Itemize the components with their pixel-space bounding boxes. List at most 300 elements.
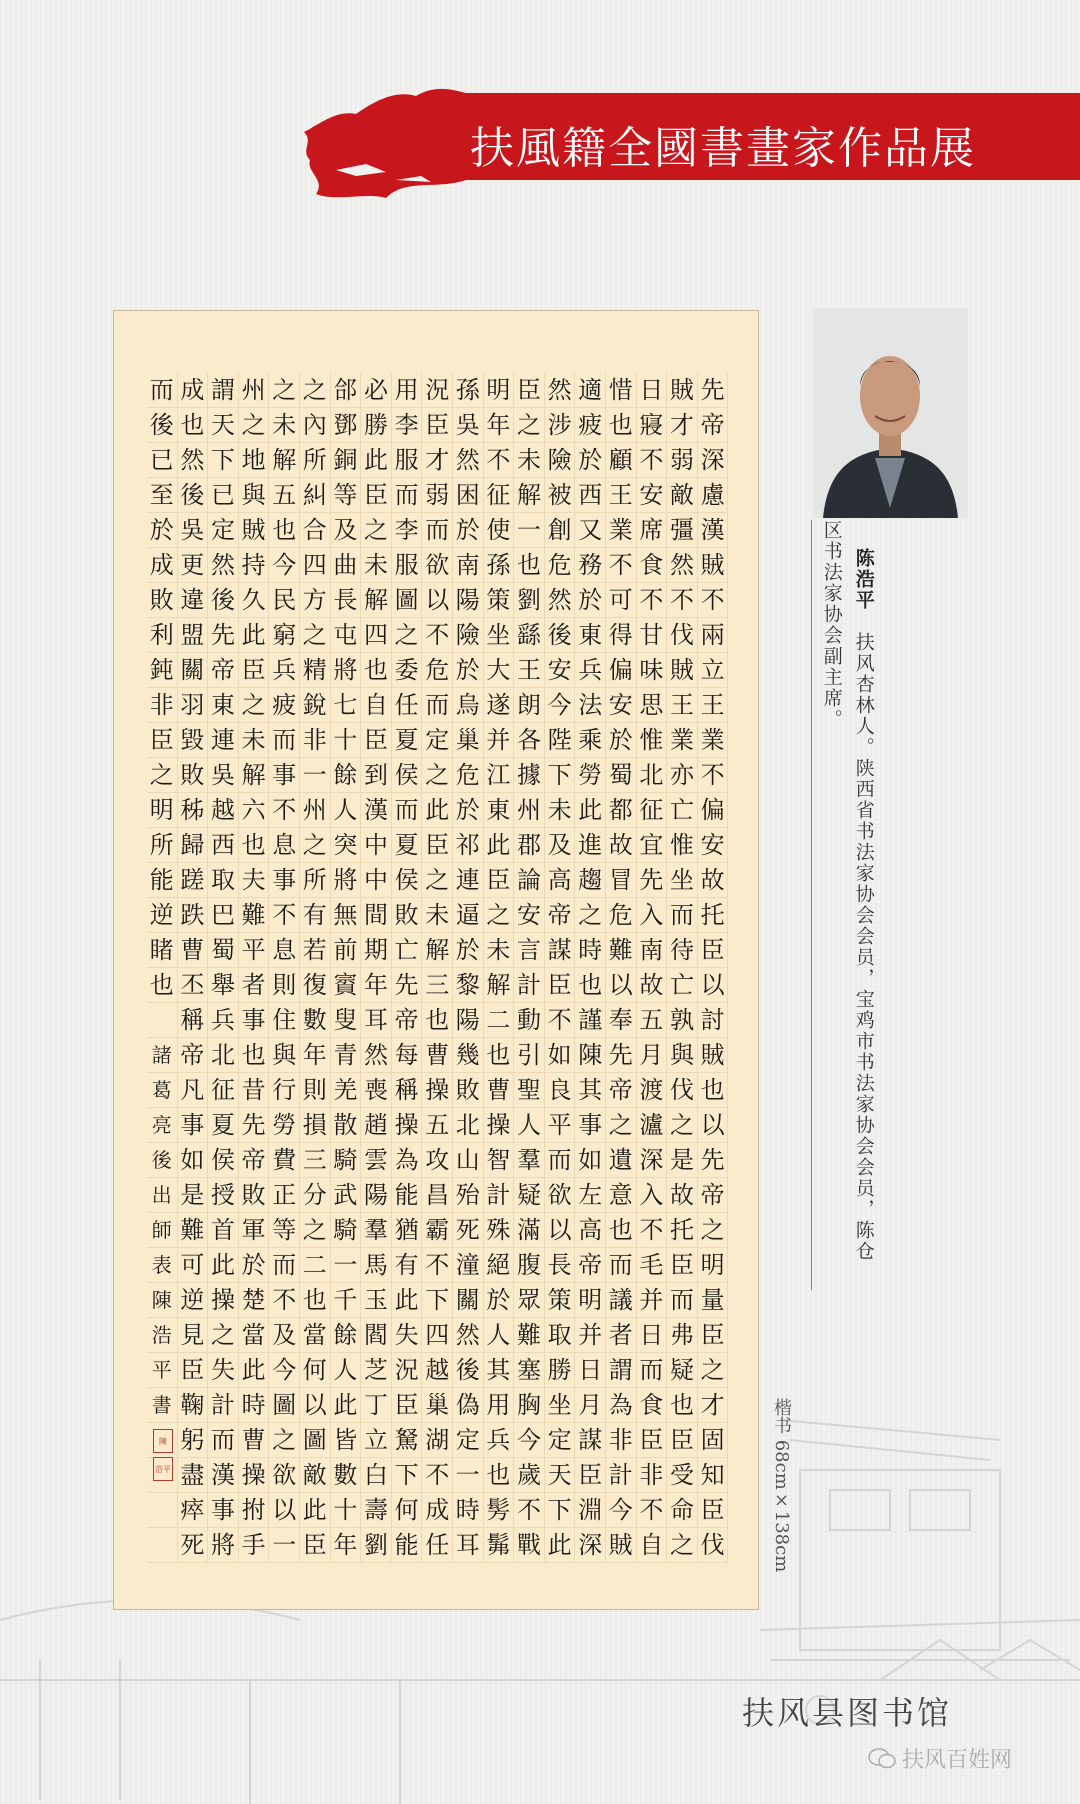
calligraphy-character: 鄧 — [331, 408, 362, 443]
calligraphy-character: 意 — [606, 1178, 637, 1213]
calligraphy-character: 臣 — [667, 1423, 698, 1458]
calligraphy-character: 北 — [453, 1108, 484, 1143]
calligraphy-character: 此 — [208, 1248, 239, 1283]
calligraphy-character: 胸 — [514, 1388, 545, 1423]
calligraphy-character: 更 — [178, 548, 209, 583]
calligraphy-character: 故 — [637, 968, 668, 1003]
calligraphy-character: 良 — [545, 1073, 576, 1108]
calligraphy-character: 人 — [484, 1318, 515, 1353]
calligraphy-character: 服 — [392, 548, 423, 583]
calligraphy-character: 賊 — [606, 1528, 637, 1563]
calligraphy-character: 所 — [300, 863, 331, 898]
calligraphy-character: 兵 — [269, 653, 300, 688]
calligraphy-character: 固 — [698, 1423, 729, 1458]
calligraphy-character: 用 — [484, 1388, 515, 1423]
calligraphy-character: 也 — [422, 1003, 453, 1038]
calligraphy-character: 已 — [208, 478, 239, 513]
calligraphy-character: 危 — [453, 758, 484, 793]
calligraphy-character: 稱 — [392, 1073, 423, 1108]
calligraphy-character: 明 — [147, 793, 178, 828]
calligraphy-character: 夏 — [208, 1108, 239, 1143]
calligraphy-character: 歸 — [178, 828, 209, 863]
calligraphy-character: 東 — [575, 618, 606, 653]
calligraphy-character: 時 — [239, 1388, 270, 1423]
calligraphy-character: 事 — [269, 758, 300, 793]
calligraphy-character: 危 — [545, 548, 576, 583]
calligraphy-character: 殆 — [453, 1178, 484, 1213]
calligraphy-character: 可 — [178, 1248, 209, 1283]
calligraphy-character: 以 — [422, 583, 453, 618]
calligraphy-character: 遂 — [484, 688, 515, 723]
calligraphy-character: 陽 — [453, 583, 484, 618]
calligraphy-character: 伐 — [667, 1073, 698, 1108]
calligraphy-character: 謂 — [606, 1353, 637, 1388]
calligraphy-character: 吳 — [178, 513, 209, 548]
calligraphy-character: 難 — [239, 898, 270, 933]
calligraphy-character: 關 — [178, 653, 209, 688]
calligraphy-character: 難 — [178, 1213, 209, 1248]
calligraphy-character: 為 — [392, 1143, 423, 1178]
calligraphy-character: 千 — [331, 1283, 362, 1318]
calligraphy-character: 湖 — [422, 1423, 453, 1458]
calligraphy-character: 也 — [484, 1458, 515, 1493]
calligraphy-character: 失 — [392, 1318, 423, 1353]
calligraphy-character: 臣 — [667, 1248, 698, 1283]
calligraphy-character: 蜀 — [606, 758, 637, 793]
calligraphy-character: 攻 — [422, 1143, 453, 1178]
calligraphy-character: 量 — [698, 1283, 729, 1318]
calligraphy-character: 不 — [422, 1458, 453, 1493]
calligraphy-character: 兵 — [208, 1003, 239, 1038]
calligraphy-character: 疲 — [269, 688, 300, 723]
calligraphy-character: 秭 — [178, 793, 209, 828]
calligraphy-character: 昌 — [422, 1178, 453, 1213]
calligraphy-character: 舉 — [208, 968, 239, 1003]
calligraphy-character: 亮 — [147, 1108, 178, 1143]
calligraphy-character: 年 — [300, 1038, 331, 1073]
calligraphy-character: 時 — [453, 1493, 484, 1528]
calligraphy-character: 西 — [575, 478, 606, 513]
calligraphy-character: 策 — [545, 1283, 576, 1318]
calligraphy-character: 授 — [208, 1178, 239, 1213]
calligraphy-character: 猶 — [392, 1213, 423, 1248]
calligraphy-character: 四 — [300, 548, 331, 583]
calligraphy-character: 時 — [575, 933, 606, 968]
calligraphy-character: 然 — [545, 583, 576, 618]
calligraphy-character: 知 — [698, 1458, 729, 1493]
calligraphy-character: 之 — [422, 863, 453, 898]
calligraphy-character: 也 — [606, 408, 637, 443]
calligraphy-character: 南 — [453, 548, 484, 583]
calligraphy-character: 偽 — [453, 1388, 484, 1423]
calligraphy-character: 危 — [606, 898, 637, 933]
calligraphy-character: 業 — [698, 723, 729, 758]
calligraphy-character: 此 — [484, 828, 515, 863]
calligraphy-character: 不 — [269, 793, 300, 828]
calligraphy-character: 事 — [208, 1493, 239, 1528]
calligraphy-character: 被 — [545, 478, 576, 513]
calligraphy-character: 疑 — [667, 1353, 698, 1388]
calligraphy-character: 此 — [239, 618, 270, 653]
calligraphy-character: 長 — [331, 583, 362, 618]
calligraphy-character: 帝 — [698, 408, 729, 443]
calligraphy-character: 烏 — [453, 688, 484, 723]
calligraphy-character: 費 — [269, 1143, 300, 1178]
calligraphy-character: 日 — [637, 373, 668, 408]
calligraphy-character: 險 — [453, 618, 484, 653]
exhibition-title: 扶風籍全國書畫家作品展 — [470, 123, 976, 174]
calligraphy-character: 一 — [300, 758, 331, 793]
calligraphy-character: 於 — [606, 723, 637, 758]
calligraphy-character: 住 — [269, 1003, 300, 1038]
calligraphy-character: 王 — [667, 688, 698, 723]
calligraphy-character: 如 — [575, 1143, 606, 1178]
calligraphy-character: 臣 — [698, 933, 729, 968]
calligraphy-character: 創 — [545, 513, 576, 548]
calligraphy-character: 適 — [575, 373, 606, 408]
calligraphy-character: 成 — [422, 1493, 453, 1528]
calligraphy-character: 受 — [667, 1458, 698, 1493]
calligraphy-character: 若 — [300, 933, 331, 968]
calligraphy-character: 羌 — [331, 1073, 362, 1108]
calligraphy-character: 王 — [514, 653, 545, 688]
calligraphy-character: 息 — [269, 933, 300, 968]
calligraphy-character: 於 — [484, 1283, 515, 1318]
calligraphy-character: 閻 — [361, 1318, 392, 1353]
calligraphy-artwork — [113, 310, 759, 1610]
calligraphy-character: 眾 — [514, 1283, 545, 1318]
calligraphy-character: 羣 — [514, 1143, 545, 1178]
calligraphy-character: 先 — [208, 618, 239, 653]
calligraphy-character: 而 — [545, 1143, 576, 1178]
calligraphy-character: 至 — [147, 478, 178, 513]
calligraphy-character: 芝 — [361, 1353, 392, 1388]
calligraphy-character: 此 — [575, 793, 606, 828]
calligraphy-character: 夏 — [392, 723, 423, 758]
calligraphy-character: 操 — [239, 1458, 270, 1493]
calligraphy-character: 危 — [422, 653, 453, 688]
calligraphy-character: 業 — [606, 513, 637, 548]
calligraphy-character: 勝 — [545, 1353, 576, 1388]
calligraphy-character: 者 — [239, 968, 270, 1003]
calligraphy-character: 難 — [606, 933, 637, 968]
calligraphy-character: 明 — [575, 1283, 606, 1318]
calligraphy-character: 皆 — [331, 1423, 362, 1458]
calligraphy-character: 操 — [392, 1108, 423, 1143]
calligraphy-character: 事 — [239, 1003, 270, 1038]
calligraphy-character: 凡 — [178, 1073, 209, 1108]
calligraphy-character: 是 — [667, 1143, 698, 1178]
calligraphy-character: 也 — [178, 408, 209, 443]
calligraphy-character: 并 — [575, 1318, 606, 1353]
calligraphy-grid — [147, 373, 729, 1563]
calligraphy-character: 使 — [484, 513, 515, 548]
calligraphy-character: 亡 — [392, 933, 423, 968]
calligraphy-character: 命 — [667, 1493, 698, 1528]
calligraphy-character: 後 — [147, 1143, 178, 1178]
calligraphy-character: 臣 — [545, 968, 576, 1003]
calligraphy-character: 之 — [300, 618, 331, 653]
calligraphy-character: 帝 — [545, 898, 576, 933]
calligraphy-character: 於 — [239, 1248, 270, 1283]
calligraphy-character: 於 — [575, 583, 606, 618]
calligraphy-character: 安 — [637, 478, 668, 513]
calligraphy-character: 言 — [514, 933, 545, 968]
calligraphy-character — [147, 1528, 178, 1563]
calligraphy-character: 未 — [422, 898, 453, 933]
calligraphy-character: 北 — [208, 1038, 239, 1073]
calligraphy-character: 久 — [239, 583, 270, 618]
calligraphy-character: 不 — [637, 443, 668, 478]
calligraphy-character: 之 — [300, 1213, 331, 1248]
calligraphy-character: 臣 — [178, 1353, 209, 1388]
calligraphy-character: 托 — [698, 898, 729, 933]
calligraphy-character: 食 — [637, 1388, 668, 1423]
calligraphy-character: 解 — [361, 583, 392, 618]
calligraphy-character: 每 — [392, 1038, 423, 1073]
calligraphy-character: 鈍 — [147, 653, 178, 688]
calligraphy-character: 臣 — [514, 373, 545, 408]
calligraphy-character: 計 — [606, 1458, 637, 1493]
calligraphy-character — [147, 1493, 178, 1528]
calligraphy-character: 勝 — [361, 408, 392, 443]
calligraphy-character: 瀘 — [637, 1108, 668, 1143]
calligraphy-character: 表 — [147, 1248, 178, 1283]
calligraphy-character: 務 — [575, 548, 606, 583]
calligraphy-character: 而 — [606, 1248, 637, 1283]
calligraphy-character: 先 — [637, 863, 668, 898]
calligraphy-character: 者 — [606, 1318, 637, 1353]
calligraphy-character: 二 — [300, 1248, 331, 1283]
calligraphy-character: 關 — [453, 1283, 484, 1318]
calligraphy-character: 先 — [698, 1143, 729, 1178]
calligraphy-character: 深 — [575, 1528, 606, 1563]
artist-seal: 陳 — [153, 1429, 173, 1453]
calligraphy-character: 也 — [514, 548, 545, 583]
calligraphy-character: 拊 — [239, 1493, 270, 1528]
calligraphy-character: 玉 — [361, 1283, 392, 1318]
calligraphy-character: 引 — [514, 1038, 545, 1073]
calligraphy-character: 壽 — [361, 1493, 392, 1528]
calligraphy-character: 立 — [698, 653, 729, 688]
calligraphy-character: 殊 — [484, 1213, 515, 1248]
calligraphy-character: 與 — [239, 478, 270, 513]
calligraphy-character: 也 — [239, 1038, 270, 1073]
calligraphy-character: 甘 — [637, 618, 668, 653]
calligraphy-character: 三 — [422, 968, 453, 1003]
calligraphy-character: 屯 — [331, 618, 362, 653]
calligraphy-character: 成 — [147, 548, 178, 583]
calligraphy-character: 數 — [331, 1458, 362, 1493]
calligraphy-character: 事 — [575, 1108, 606, 1143]
calligraphy-character: 一 — [331, 1248, 362, 1283]
calligraphy-character: 聖 — [514, 1073, 545, 1108]
calligraphy-character: 三 — [300, 1143, 331, 1178]
calligraphy-character: 孫 — [453, 373, 484, 408]
calligraphy-character: 年 — [331, 1528, 362, 1563]
calligraphy-character: 也 — [667, 1388, 698, 1423]
calligraphy-character: 安 — [545, 653, 576, 688]
calligraphy-character: 定 — [422, 723, 453, 758]
calligraphy-character: 下 — [208, 443, 239, 478]
calligraphy-character: 死 — [453, 1213, 484, 1248]
calligraphy-character: 成 — [178, 373, 209, 408]
calligraphy-character: 況 — [392, 1353, 423, 1388]
calligraphy-character: 息 — [269, 828, 300, 863]
calligraphy-character: 不 — [637, 583, 668, 618]
calligraphy-character: 下 — [545, 758, 576, 793]
calligraphy-character: 劉 — [514, 583, 545, 618]
calligraphy-character: 而 — [269, 723, 300, 758]
calligraphy-character: 連 — [208, 723, 239, 758]
calligraphy-character: 疑 — [514, 1178, 545, 1213]
calligraphy-character: 出 — [147, 1178, 178, 1213]
calligraphy-character: 帝 — [575, 1248, 606, 1283]
calligraphy-character: 也 — [698, 1073, 729, 1108]
calligraphy-character: 於 — [453, 513, 484, 548]
calligraphy-character: 髣 — [484, 1493, 515, 1528]
calligraphy-character: 敗 — [147, 583, 178, 618]
calligraphy-character: 四 — [422, 1318, 453, 1353]
calligraphy-character: 圖 — [269, 1388, 300, 1423]
calligraphy-character: 解 — [484, 968, 515, 1003]
calligraphy-character: 見 — [178, 1318, 209, 1353]
calligraphy-character: 帝 — [392, 1003, 423, 1038]
calligraphy-character: 動 — [514, 1003, 545, 1038]
calligraphy-character: 不 — [514, 1493, 545, 1528]
calligraphy-character: 帝 — [208, 653, 239, 688]
calligraphy-character: 未 — [361, 548, 392, 583]
calligraphy-character: 後 — [178, 478, 209, 513]
calligraphy-character: 此 — [545, 1528, 576, 1563]
calligraphy-character: 其 — [484, 1353, 515, 1388]
calligraphy-character: 之 — [484, 898, 515, 933]
calligraphy-character: 漢 — [361, 793, 392, 828]
calligraphy-character: 死 — [178, 1528, 209, 1563]
calligraphy-character: 兵 — [575, 653, 606, 688]
calligraphy-character: 此 — [392, 1283, 423, 1318]
watermark-text: 扶风百姓网 — [902, 1748, 1013, 1773]
calligraphy-character: 後 — [545, 618, 576, 653]
calligraphy-character: 先 — [698, 373, 729, 408]
divider — [811, 520, 812, 1290]
calligraphy-character: 之 — [269, 373, 300, 408]
calligraphy-character: 欲 — [269, 1458, 300, 1493]
calligraphy-character: 臣 — [484, 863, 515, 898]
watermark — [868, 1743, 1012, 1774]
calligraphy-character: 後 — [147, 408, 178, 443]
calligraphy-character: 之 — [667, 1108, 698, 1143]
calligraphy-character: 逆 — [178, 1283, 209, 1318]
calligraphy-character: 戰 — [514, 1528, 545, 1563]
calligraphy-character: 數 — [300, 1003, 331, 1038]
calligraphy-character: 賨 — [331, 968, 362, 1003]
calligraphy-character: 腹 — [514, 1248, 545, 1283]
calligraphy-character: 已 — [147, 443, 178, 478]
calligraphy-character: 坐 — [484, 618, 515, 653]
calligraphy-character: 東 — [484, 793, 515, 828]
calligraphy-character: 又 — [575, 513, 606, 548]
calligraphy-character: 之 — [392, 618, 423, 653]
calligraphy-character: 侯 — [208, 1143, 239, 1178]
calligraphy-character: 雲 — [361, 1143, 392, 1178]
calligraphy-character: 臣 — [361, 723, 392, 758]
calligraphy-character: 等 — [331, 478, 362, 513]
calligraphy-character: 顧 — [606, 443, 637, 478]
calligraphy-character: 如 — [178, 1143, 209, 1178]
calligraphy-character: 不 — [545, 1003, 576, 1038]
calligraphy-character: 托 — [667, 1213, 698, 1248]
artist-bio-line2: 区书法家协会副主席。 — [820, 520, 843, 730]
wechat-icon — [868, 1748, 896, 1770]
calligraphy-character: 叟 — [331, 1003, 362, 1038]
calligraphy-character: 之 — [361, 513, 392, 548]
calligraphy-character: 淵 — [575, 1493, 606, 1528]
calligraphy-character: 此 — [361, 443, 392, 478]
calligraphy-character: 坐 — [667, 863, 698, 898]
calligraphy-character: 待 — [667, 933, 698, 968]
calligraphy-character: 賊 — [698, 548, 729, 583]
calligraphy-character: 能 — [392, 1528, 423, 1563]
calligraphy-character: 餘 — [331, 1318, 362, 1353]
calligraphy-character: 銅 — [331, 443, 362, 478]
calligraphy-character: 進 — [575, 828, 606, 863]
calligraphy-character: 然 — [361, 1038, 392, 1073]
calligraphy-character: 故 — [606, 828, 637, 863]
calligraphy-character: 惜 — [606, 373, 637, 408]
calligraphy-character: 之 — [514, 408, 545, 443]
calligraphy-character: 征 — [208, 1073, 239, 1108]
calligraphy-character: 據 — [514, 758, 545, 793]
calligraphy-character: 帝 — [239, 1143, 270, 1178]
calligraphy-character: 解 — [239, 758, 270, 793]
calligraphy-character: 餘 — [331, 758, 362, 793]
calligraphy-character: 兵 — [484, 1423, 515, 1458]
calligraphy-character: 漢 — [208, 1458, 239, 1493]
calligraphy-character: 此 — [331, 1388, 362, 1423]
calligraphy-character: 謀 — [545, 933, 576, 968]
calligraphy-character: 不 — [698, 583, 729, 618]
calligraphy-character: 奉 — [606, 1003, 637, 1038]
calligraphy-character: 非 — [606, 1423, 637, 1458]
calligraphy-character: 圖 — [300, 1423, 331, 1458]
calligraphy-character: 之 — [698, 1353, 729, 1388]
calligraphy-character: 等 — [269, 1213, 300, 1248]
calligraphy-character: 於 — [575, 443, 606, 478]
calligraphy-character: 宜 — [637, 828, 668, 863]
calligraphy-character: 突 — [331, 828, 362, 863]
calligraphy-character: 祁 — [453, 828, 484, 863]
calligraphy-character: 不 — [269, 898, 300, 933]
calligraphy-character: 夏 — [392, 828, 423, 863]
calligraphy-character: 之 — [300, 828, 331, 863]
calligraphy-character: 楚 — [239, 1283, 270, 1318]
calligraphy-character: 才 — [698, 1388, 729, 1423]
calligraphy-character: 手 — [239, 1528, 270, 1563]
calligraphy-character: 乘 — [575, 723, 606, 758]
calligraphy-character: 而 — [147, 373, 178, 408]
calligraphy-character: 明 — [484, 373, 515, 408]
calligraphy-character: 天 — [545, 1458, 576, 1493]
calligraphy-character: 連 — [453, 863, 484, 898]
calligraphy-character: 之 — [147, 758, 178, 793]
calligraphy-character: 策 — [484, 583, 515, 618]
calligraphy-character: 亡 — [667, 793, 698, 828]
calligraphy-character: 軍 — [239, 1213, 270, 1248]
calligraphy-character: 南 — [637, 933, 668, 968]
calligraphy-character: 西 — [208, 828, 239, 863]
calligraphy-character: 大 — [484, 653, 515, 688]
